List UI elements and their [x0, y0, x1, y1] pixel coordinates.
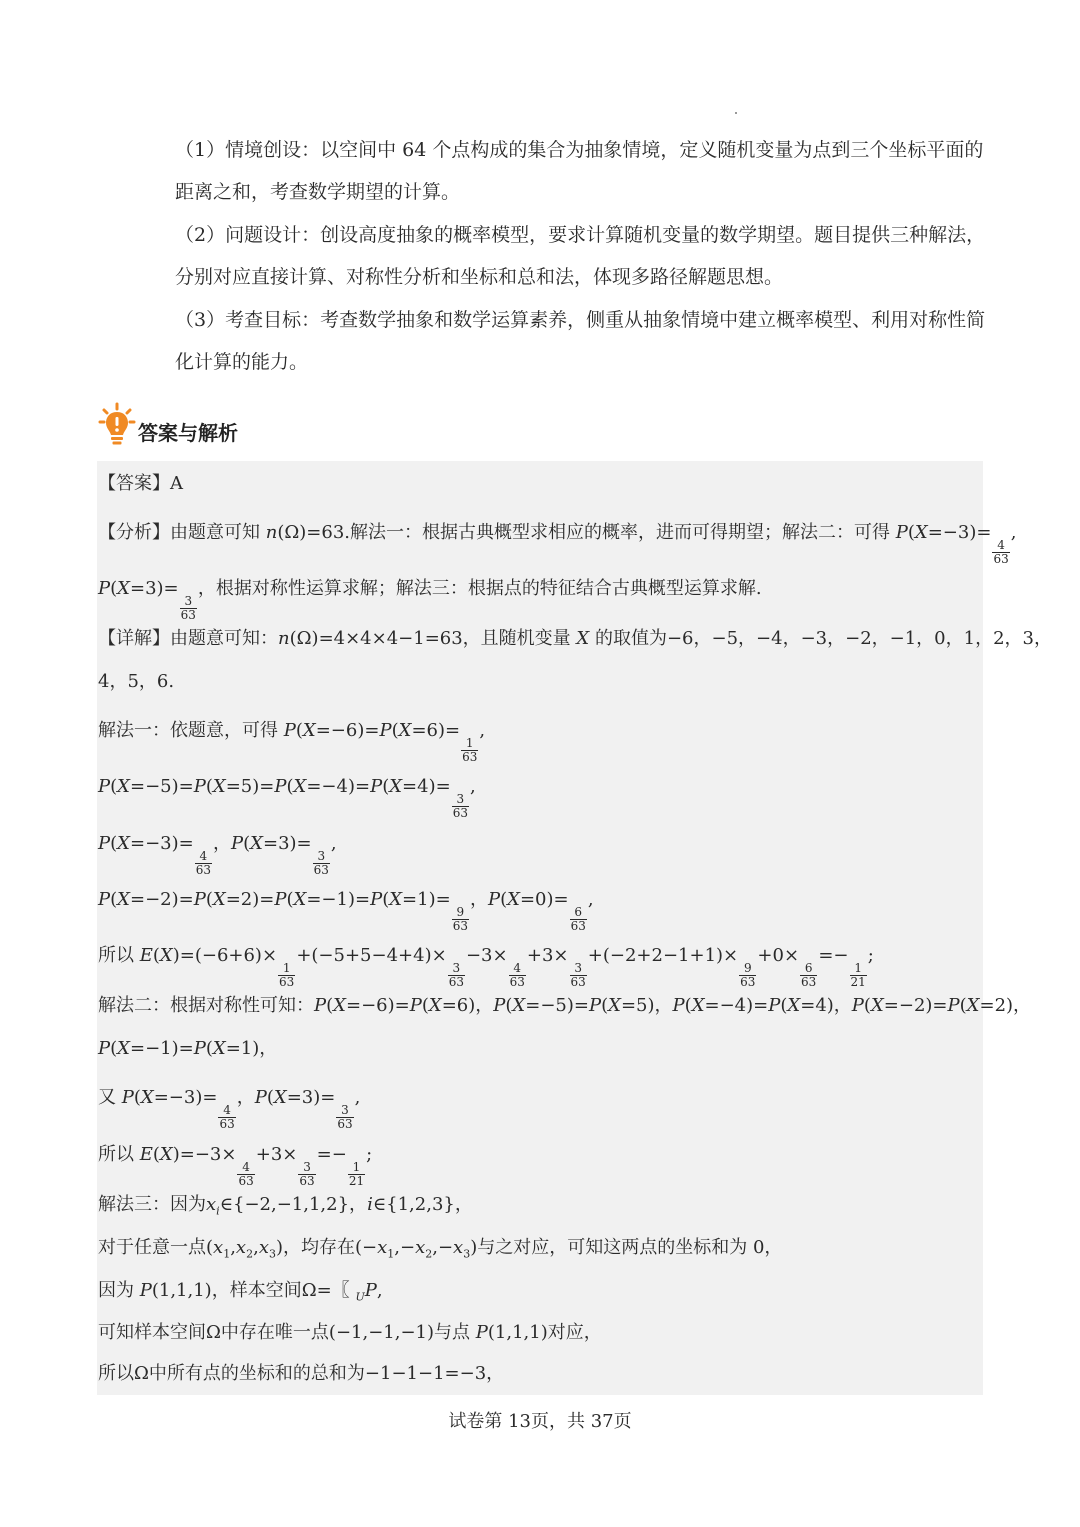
fraction: $\frac{6}{63}$	[801, 961, 817, 989]
method3-text-e: ，样本空间Ω=〖	[211, 1280, 356, 1301]
fraction: $\frac{3}{63}$	[180, 594, 196, 622]
also-label: 又	[98, 1087, 122, 1108]
intro-p1-line1: （1）情境创设：以空间中 64 个点构成的集合为抽象情境，定义随机变量为点到三个坐标平面的	[175, 139, 984, 161]
method2-line4: 所以 E(X)=−3× $\frac{4}{63}$ +3× $\frac{3}{63}$ =− $\frac{1}{21}$ ;	[98, 1144, 373, 1188]
method3-text-f: 可知样本空间Ω中存在唯一点(−1,−1,−1)与点	[98, 1322, 476, 1343]
method3-label: 解法三：因为	[98, 1194, 206, 1215]
intro-p1-line2: 距离之和，考查数学期望的计算。	[175, 181, 461, 203]
fraction: $\frac{3}{63}$	[313, 849, 329, 877]
method1-line1: 解法一：依题意，可得 P(X=−6)=P(X=6)= $\frac{1}{63}$ ,	[98, 720, 486, 764]
detail-line1: 【详解】由题意可知：n(Ω)=4×4×4−1=63，且随机变量 X 的取值为−6，−5，−4，−3，−2，−1，0，1，2，3，	[98, 628, 1052, 649]
detail-text-c: 的取值为−6，−5，−4，−3，−2，−1，0，1，2，3，	[589, 628, 1052, 649]
fraction: $\frac{4}{63}$	[238, 1160, 254, 1188]
fraction: $\frac{3}{63}$	[337, 1103, 353, 1131]
fraction: $\frac{6}{63}$	[570, 905, 586, 933]
method3-text-g: 对应，	[547, 1322, 602, 1343]
fraction: $\frac{9}{63}$	[740, 961, 756, 989]
analysis-text-c: ，根据对称性运算求解；解法三：根据点的特征结合古典概型运算求解.	[197, 578, 762, 599]
so-label: 所以	[98, 1144, 140, 1165]
page-footer: 试卷第 13页，共 37页	[448, 1411, 632, 1432]
lightbulb-icon	[98, 402, 136, 446]
section-title: 答案与解析	[138, 420, 238, 445]
detail-text-b: =4×4×4−1=63，且随机变量	[318, 628, 577, 649]
method1-line5: 所以 E(X)=(−6+6)× $\frac{1}{63}$ +(−5+5−4+4)× $\frac{3}{63}$ −3× $\frac{4}{63}$ +3× $\frac{3}{63}$ +(−2+2−1+1)× $\frac{9}{63}$ +0× $\frac{6}{63}$ =− $\frac{1}{21}$ ;	[98, 945, 874, 989]
fraction: $\frac{3}{63}$	[299, 1160, 315, 1188]
fraction: $\frac{1}{21}$	[850, 961, 866, 989]
analysis-text-a: 由题意可知	[170, 522, 266, 543]
analysis-line1: 【分析】由题意可知 n(Ω)=63.解法一：根据古典概型求相应的概率，进而可得期望；解法二：可得 P(X=−3)= $\frac{4}{63}$ ,	[98, 522, 1017, 566]
fraction: $\frac{4}{63}$	[219, 1103, 235, 1131]
fraction: $\frac{4}{63}$	[195, 849, 211, 877]
method3-text-c: )与之对应，可知这两点的坐标和为 0，	[470, 1237, 783, 1258]
analysis-line2: P(X=3)= $\frac{3}{63}$ ，根据对称性运算求解；解法三：根据点的特征结合古典概型运算求解.	[98, 578, 762, 622]
intro-p2-line1: （2）问题设计：创设高度抽象的概率模型，要求计算随机变量的数学期望。题目提供三种解法，	[175, 224, 986, 246]
detail-text-a: 由题意可知：	[170, 628, 278, 649]
method3-line3: 因为 P(1,1,1)，样本空间Ω=〖 $_U$P,	[98, 1280, 383, 1304]
fraction: $\frac{9}{63}$	[452, 905, 468, 933]
fraction: $\frac{1}{63}$	[279, 961, 295, 989]
fraction: $\frac{3}{63}$	[452, 792, 468, 820]
method1-line4: P(X=−2)=P(X=2)=P(X=−1)=P(X=1)= $\frac{9}{63}$ ，P(X=0)= $\frac{6}{63}$ ,	[98, 889, 594, 933]
method1-line2: P(X=−5)=P(X=5)=P(X=−4)=P(X=4)= $\frac{3}{63}$ ,	[98, 776, 476, 820]
fraction: $\frac{4}{63}$	[509, 961, 525, 989]
method3-line2: 对于任意一点$(x_1,x_2,x_3)$，均存在$(-x_1,-x_2,-x_3)$与之对应，可知这两点的坐标和为 0，	[98, 1237, 783, 1261]
fraction: $\frac{3}{63}$	[570, 961, 586, 989]
analysis-text-b: =63.解法一：根据古典概型求相应的概率，进而可得期望；解法二：可得	[306, 522, 896, 543]
fraction: $\frac{1}{63}$	[462, 736, 478, 764]
method3-line1: 解法三：因为$x_i\in\{-2,-1,1,2\}$，i∈{1,2,3}，	[98, 1194, 473, 1218]
detail-tag: 【详解】	[98, 628, 170, 649]
method2-line3: 又 P(X=−3)= $\frac{4}{63}$ ，P(X=3)= $\frac{3}{63}$ ,	[98, 1087, 361, 1131]
intro-p2-line2: 分别对应直接计算、对称性分析和坐标和总和法，体现多路径解题思想。	[175, 266, 784, 288]
intro-p3-line1: （3）考查目标：考查数学抽象和数学运算素养，侧重从抽象情境中建立概率模型、利用对称性简	[175, 309, 986, 331]
method1-label: 解法一：依题意，可得	[98, 720, 284, 741]
method2-label: 解法二：根据对称性可知：	[98, 995, 314, 1016]
fraction: $\frac{4}{63}$	[993, 538, 1009, 566]
intro-p3-line2: 化计算的能力。	[175, 351, 309, 373]
method1-line3: P(X=−3)= $\frac{4}{63}$ ，P(X=3)= $\frac{3}{63}$ ,	[98, 833, 337, 877]
method3-line4: 可知样本空间Ω中存在唯一点(−1,−1,−1)与点 P(1,1,1)对应，	[98, 1322, 602, 1343]
answer-line: 【答案】A	[98, 473, 183, 494]
fraction: $\frac{3}{63}$	[448, 961, 464, 989]
section-heading	[98, 402, 238, 446]
method3-text-a: 对于任意一点(	[98, 1237, 214, 1258]
method3-text-b: )，均存在(	[275, 1237, 363, 1258]
method3-line5: 所以Ω中所有点的坐标和的总和为−1−1−1=−3，	[98, 1363, 505, 1384]
analysis-tag: 【分析】	[98, 522, 170, 543]
scan-speck	[735, 112, 737, 114]
method2-line1: 解法二：根据对称性可知：P(X=−6)=P(X=6)，P(X=−5)=P(X=5)，P(X=−4)=P(X=4)，P(X=−2)=P(X=2)，	[98, 995, 1032, 1016]
method2-line2: P(X=−1)=P(X=1)，	[98, 1038, 278, 1059]
method3-text-d: 因为	[98, 1280, 140, 1301]
detail-line2: 4，5，6.	[98, 671, 175, 692]
fraction: $\frac{1}{21}$	[348, 1160, 365, 1188]
so-label: 所以	[98, 945, 140, 966]
